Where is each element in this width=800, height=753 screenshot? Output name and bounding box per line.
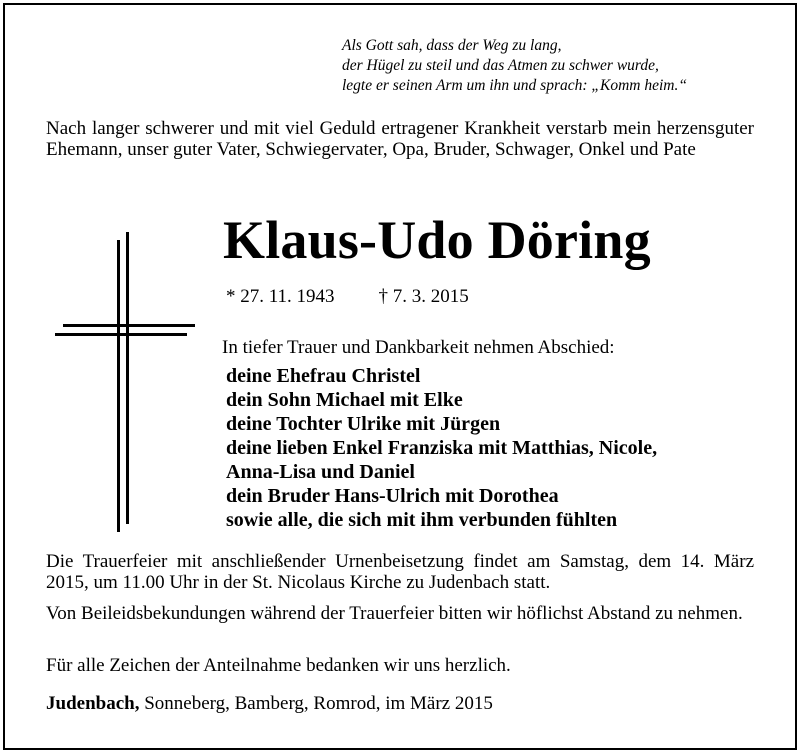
cross-horizontal-bottom: [55, 333, 187, 336]
epigraph-quote: [342, 36, 687, 96]
mourner-item: Anna-Lisa und Daniel: [226, 461, 415, 483]
cross-vertical-right: [126, 232, 129, 524]
deceased-name: Klaus-Udo Döring: [223, 210, 651, 270]
birth-date: * 27. 11. 1943: [226, 286, 335, 307]
mourner-item: dein Bruder Hans-Ulrich mit Dorothea: [226, 485, 559, 507]
mourner-item: dein Sohn Michael mit Elke: [226, 389, 463, 411]
mourner-item: deine Ehefrau Christel: [226, 365, 421, 387]
quote-line: der Hügel zu steil und das Atmen zu schwer wurde,: [342, 57, 659, 74]
mourner-item: deine Tochter Ulrike mit Jürgen: [226, 413, 501, 435]
intro-text: Nach langer schwerer und mit viel Geduld ertragener Krankheit verstarb mein herzensguter Ehemann, unser guter Vater, Schwiegervater, Opa, Bruder, Schwager, Onkel und Pate: [46, 118, 754, 160]
quote-line: Als Gott sah, dass der Weg zu lang,: [342, 37, 562, 54]
life-dates: [226, 286, 469, 308]
cross-vertical-left: [117, 240, 120, 532]
condolences-paragraph: Von Beileidsbekundungen während der Trauerfeier bitten wir höflichst Abstand zu nehmen.: [46, 603, 743, 624]
mourners-list: [226, 364, 657, 532]
thanks-paragraph: Für alle Zeichen der Anteilnahme bedanken wir uns herzlich.: [46, 655, 511, 676]
funeral-paragraph: Die Trauerfeier mit anschließender Urnenbeisetzung findet am Samstag, dem 14. März 2015, um 11.00 Uhr in der St. Nicolaus Kirche zu Judenbach statt.: [46, 551, 754, 593]
mourner-item: sowie alle, die sich mit ihm verbunden fühlten: [226, 509, 618, 531]
closing-rest: Sonneberg, Bamberg, Romrod, im März 2015: [139, 693, 493, 714]
closing-line: [46, 693, 493, 715]
closing-place: Judenbach,: [46, 693, 140, 714]
mourner-item: deine lieben Enkel Franziska mit Matthias, Nicole,: [226, 437, 658, 459]
death-date: † 7. 3. 2015: [378, 286, 469, 307]
cross-icon: [55, 232, 195, 532]
mourning-heading: In tiefer Trauer und Dankbarkeit nehmen Abschied:: [222, 337, 615, 358]
quote-line: legte er seinen Arm um ihn und sprach: „Komm heim.“: [342, 77, 687, 94]
cross-horizontal-top: [63, 324, 195, 327]
